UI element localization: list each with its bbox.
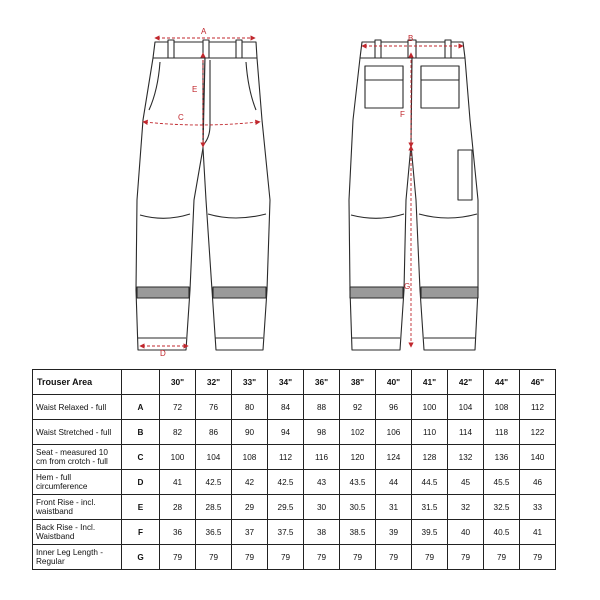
table-cell: 79 bbox=[196, 545, 232, 570]
row-area-label: Front Rise - incl. waistband bbox=[33, 495, 122, 520]
belt-loop bbox=[203, 40, 209, 60]
table-row bbox=[33, 495, 556, 520]
label-e: E bbox=[192, 85, 198, 94]
table-cell: 86 bbox=[196, 420, 232, 445]
table-cell: 122 bbox=[520, 420, 556, 445]
header-size: 34" bbox=[268, 370, 304, 395]
table-cell: 72 bbox=[160, 395, 196, 420]
table-cell: 90 bbox=[232, 420, 268, 445]
table-cell: 76 bbox=[196, 395, 232, 420]
row-code: C bbox=[122, 445, 160, 470]
table-cell: 29.5 bbox=[268, 495, 304, 520]
side-pocket bbox=[458, 150, 472, 200]
table-cell: 39 bbox=[376, 520, 412, 545]
belt-loop bbox=[445, 40, 451, 60]
table-cell: 104 bbox=[196, 445, 232, 470]
row-area-label: Hem - full circumference bbox=[33, 470, 122, 495]
table-cell: 88 bbox=[304, 395, 340, 420]
table-cell: 36 bbox=[160, 520, 196, 545]
table-cell: 94 bbox=[268, 420, 304, 445]
table-cell: 38.5 bbox=[340, 520, 376, 545]
header-code bbox=[122, 370, 160, 395]
size-chart-table bbox=[32, 369, 556, 570]
table-cell: 37 bbox=[232, 520, 268, 545]
table-cell: 28 bbox=[160, 495, 196, 520]
reflective-band bbox=[421, 287, 478, 298]
table-cell: 118 bbox=[484, 420, 520, 445]
row-code: F bbox=[122, 520, 160, 545]
belt-loop bbox=[236, 40, 242, 60]
header-size: 42" bbox=[448, 370, 484, 395]
table-cell: 40 bbox=[448, 520, 484, 545]
table-cell: 42.5 bbox=[268, 470, 304, 495]
table-cell: 128 bbox=[412, 445, 448, 470]
front-left-leg bbox=[136, 58, 205, 350]
table-cell: 114 bbox=[448, 420, 484, 445]
table-cell: 79 bbox=[268, 545, 304, 570]
table-cell: 33 bbox=[520, 495, 556, 520]
table-cell: 41 bbox=[160, 470, 196, 495]
table-cell: 31 bbox=[376, 495, 412, 520]
header-size: 30" bbox=[160, 370, 196, 395]
table-cell: 79 bbox=[376, 545, 412, 570]
reflective-band bbox=[213, 287, 266, 298]
table-cell: 79 bbox=[412, 545, 448, 570]
table-cell: 79 bbox=[304, 545, 340, 570]
back-pocket-flap bbox=[421, 66, 459, 80]
table-cell: 108 bbox=[484, 395, 520, 420]
row-area-label: Waist Stretched - full bbox=[33, 420, 122, 445]
table-body bbox=[33, 395, 556, 570]
table-cell: 104 bbox=[448, 395, 484, 420]
header-size: 46" bbox=[520, 370, 556, 395]
table-cell: 42.5 bbox=[196, 470, 232, 495]
table-cell: 46 bbox=[520, 470, 556, 495]
table-cell: 43 bbox=[304, 470, 340, 495]
table-cell: 28.5 bbox=[196, 495, 232, 520]
table-cell: 80 bbox=[232, 395, 268, 420]
label-c: C bbox=[178, 113, 184, 122]
table-row bbox=[33, 445, 556, 470]
table-cell: 30.5 bbox=[340, 495, 376, 520]
back-trouser bbox=[349, 40, 478, 350]
row-code: B bbox=[122, 420, 160, 445]
table-cell: 79 bbox=[160, 545, 196, 570]
table-cell: 31.5 bbox=[412, 495, 448, 520]
table-cell: 79 bbox=[340, 545, 376, 570]
table-row bbox=[33, 520, 556, 545]
belt-loop bbox=[408, 40, 416, 60]
table-cell: 98 bbox=[304, 420, 340, 445]
table-header-row bbox=[33, 370, 556, 395]
back-pocket-flap bbox=[365, 66, 403, 80]
table-cell: 30 bbox=[304, 495, 340, 520]
row-area-label: Inner Leg Length - Regular bbox=[33, 545, 122, 570]
table-cell: 140 bbox=[520, 445, 556, 470]
table-cell: 120 bbox=[340, 445, 376, 470]
table-cell: 41 bbox=[520, 520, 556, 545]
table-cell: 92 bbox=[340, 395, 376, 420]
header-size: 32" bbox=[196, 370, 232, 395]
label-a: A bbox=[201, 27, 207, 36]
table-cell: 108 bbox=[232, 445, 268, 470]
table-row bbox=[33, 420, 556, 445]
row-code: A bbox=[122, 395, 160, 420]
label-f: F bbox=[400, 110, 405, 119]
table-row bbox=[33, 545, 556, 570]
label-d: D bbox=[160, 349, 166, 358]
row-code: G bbox=[122, 545, 160, 570]
header-size: 36" bbox=[304, 370, 340, 395]
table-cell: 124 bbox=[376, 445, 412, 470]
reflective-band bbox=[350, 287, 403, 298]
table-cell: 82 bbox=[160, 420, 196, 445]
table-cell: 32 bbox=[448, 495, 484, 520]
reflective-band bbox=[137, 287, 189, 298]
header-trouser-area: Trouser Area bbox=[33, 370, 122, 395]
table-cell: 42 bbox=[232, 470, 268, 495]
belt-loop bbox=[375, 40, 381, 60]
table-cell: 112 bbox=[268, 445, 304, 470]
row-area-label: Waist Relaxed - full bbox=[33, 395, 122, 420]
table-cell: 38 bbox=[304, 520, 340, 545]
table-cell: 45.5 bbox=[484, 470, 520, 495]
belt-loop bbox=[168, 40, 174, 60]
row-code: D bbox=[122, 470, 160, 495]
table-cell: 112 bbox=[520, 395, 556, 420]
table-cell: 37.5 bbox=[268, 520, 304, 545]
table-cell: 44.5 bbox=[412, 470, 448, 495]
table-cell: 100 bbox=[160, 445, 196, 470]
table-cell: 40.5 bbox=[484, 520, 520, 545]
header-size: 41" bbox=[412, 370, 448, 395]
table-cell: 44 bbox=[376, 470, 412, 495]
table-cell: 79 bbox=[232, 545, 268, 570]
table-cell: 79 bbox=[448, 545, 484, 570]
table-cell: 84 bbox=[268, 395, 304, 420]
table-cell: 100 bbox=[412, 395, 448, 420]
row-area-label: Back Rise - Incl. Waistband bbox=[33, 520, 122, 545]
table-cell: 132 bbox=[448, 445, 484, 470]
row-area-label: Seat - measured 10 cm from crotch - full bbox=[33, 445, 122, 470]
header-size: 33" bbox=[232, 370, 268, 395]
header-size: 40" bbox=[376, 370, 412, 395]
table-cell: 116 bbox=[304, 445, 340, 470]
table-cell: 106 bbox=[376, 420, 412, 445]
table-cell: 36.5 bbox=[196, 520, 232, 545]
table-cell: 136 bbox=[484, 445, 520, 470]
row-code: E bbox=[122, 495, 160, 520]
table-cell: 79 bbox=[520, 545, 556, 570]
table-cell: 110 bbox=[412, 420, 448, 445]
label-b: B bbox=[408, 34, 414, 43]
header-size: 38" bbox=[340, 370, 376, 395]
table-row bbox=[33, 395, 556, 420]
header-size: 44" bbox=[484, 370, 520, 395]
table-row bbox=[33, 470, 556, 495]
label-g: G bbox=[404, 282, 411, 291]
table-cell: 32.5 bbox=[484, 495, 520, 520]
table-cell: 45 bbox=[448, 470, 484, 495]
table-cell: 43.5 bbox=[340, 470, 376, 495]
front-right-leg bbox=[203, 58, 270, 350]
table-cell: 29 bbox=[232, 495, 268, 520]
table-cell: 102 bbox=[340, 420, 376, 445]
table-cell: 96 bbox=[376, 395, 412, 420]
table-cell: 39.5 bbox=[412, 520, 448, 545]
table-cell: 79 bbox=[484, 545, 520, 570]
